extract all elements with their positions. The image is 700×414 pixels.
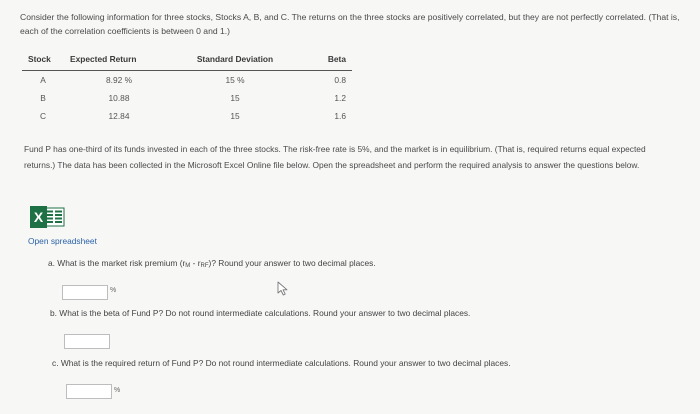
cell-stock: C xyxy=(39,111,47,121)
answer-c-input[interactable] xyxy=(66,384,112,399)
cell-standard-deviation: 15 % xyxy=(225,75,245,85)
answer-a-unit: % xyxy=(110,287,117,294)
table-header-row xyxy=(22,52,352,71)
cell-standard-deviation: 15 xyxy=(230,111,240,121)
cell-expected-return: 12.84 xyxy=(108,111,130,121)
table-row xyxy=(22,89,352,107)
excel-icon[interactable] xyxy=(30,206,65,228)
cell-stock: B xyxy=(40,93,46,103)
header-standard-deviation: Standard Deviation xyxy=(174,52,296,71)
excel-letter: X xyxy=(33,209,44,225)
header-expected-return: Expected Return xyxy=(64,52,174,71)
answer-c-unit: % xyxy=(114,387,121,394)
cell-beta: 0.8 xyxy=(334,75,346,85)
answer-b-input[interactable] xyxy=(64,334,110,349)
answer-a-input[interactable] xyxy=(62,285,108,300)
question-a-minus: - r xyxy=(190,258,201,268)
open-spreadsheet-link[interactable]: Open spreadsheet xyxy=(28,236,97,246)
cell-expected-return: 10.88 xyxy=(108,93,130,103)
stocks-table xyxy=(22,52,352,125)
subscript-rf: RF xyxy=(200,263,209,269)
mouse-pointer-icon xyxy=(277,281,289,296)
question-a-rest: )? Round your answer to two decimal places. xyxy=(208,258,376,268)
intro-text: Consider the following information for three stocks, Stocks A, B, and C. The returns on the three stocks are positively correlated, but they are not perfectly correlated. (That is, each of the correlation coefficients is between 0 and 1.) xyxy=(20,12,680,36)
cell-expected-return: 8.92 % xyxy=(105,75,133,85)
cell-stock: A xyxy=(40,75,46,85)
question-b: b. What is the beta of Fund P? Do not round intermediate calculations. Round your answer to two decimal places. xyxy=(50,308,471,318)
subscript-m: M xyxy=(185,263,191,269)
question-a-text: a. What is the market risk premium (r xyxy=(48,258,186,268)
fund-description: Fund P has one-third of its funds invested in each of the three stocks. The risk-free rate is 5%, and the market is in equilibrium. (That is, required returns equal expected returns.) The data has been collected in the Microsoft Excel Online file below. Open the spreadsheet and perform the required analysis to answer the questions below. xyxy=(24,144,646,170)
question-a xyxy=(48,258,376,269)
table-row xyxy=(22,107,352,125)
table-row xyxy=(22,71,352,90)
header-beta: Beta xyxy=(296,52,352,71)
cell-standard-deviation: 15 xyxy=(230,93,240,103)
question-c: c. What is the required return of Fund P? Do not round intermediate calculations. Round your answer to two decimal places. xyxy=(52,358,511,368)
header-stock: Stock xyxy=(22,52,64,71)
cell-beta: 1.6 xyxy=(334,111,346,121)
cell-beta: 1.2 xyxy=(334,93,346,103)
